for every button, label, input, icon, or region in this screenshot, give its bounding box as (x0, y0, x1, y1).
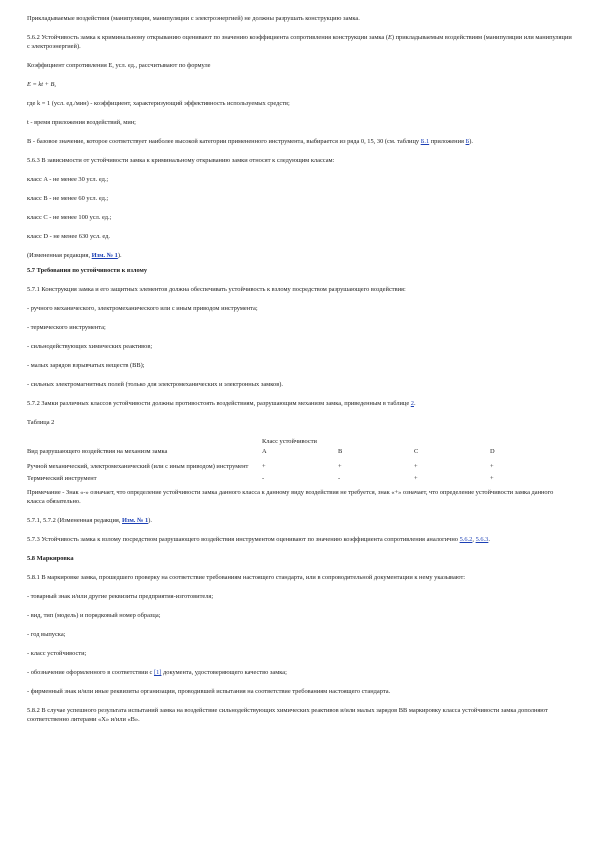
paragraph-5-8-1: 5.8.1 В маркировке замка, прошедшего проверку на соответствие требованиям настоящего стандарта, или в сопроводительной документации к нему указывают: (27, 574, 466, 581)
formula (27, 80, 572, 89)
table-group-header: Класс устойчивости (262, 438, 317, 445)
marking-trademark: - товарный знак и/или другие реквизиты предприятия-изготовителя; (27, 593, 214, 600)
class-a-item: класс A - не менее 30 усл. ед.; (27, 176, 109, 183)
text: 5.6.2 Устойчивость замка к криминальному открыванию оценивают по значению коэффициента сопротивления конструкции замка ( (27, 34, 388, 41)
paragraph-5-7-3 (27, 535, 572, 544)
paragraph-5-6-3: 5.6.3 В зависимости от устойчивости замка к криминальному открыванию замки относят к следующим классам: (27, 157, 335, 164)
table-row-label: Ручной механический, электромеханический (или с иным приводом) инструмент (27, 463, 249, 470)
table-row (27, 457, 572, 472)
table-cell: + (414, 463, 418, 470)
text: 5.7.2 Замки различных классов устойчивости должны противостоять воздействиям, разрушающим механизм замка, приведенным в таблице (27, 400, 411, 407)
table-header-class-c: C (414, 448, 419, 455)
table-cell: + (490, 463, 494, 470)
table-header-class-d: D (490, 448, 495, 455)
marking-lab: - фирменный знак и/или иные реквизиты организации, проводившей испытания на соответствие требованиям настоящего стандарта. (27, 688, 391, 695)
paragraph-5-8-2: 5.8.2 В случае успешного результата испытаний замка на воздействие сильнодействующих химических реактивов и/или малых зарядов ВВ маркировку класса устойчивости замка дополняют соответственно литерами «Х» и/или «В». (27, 707, 548, 723)
link-5-6-3[interactable]: 5.6.3 (475, 536, 489, 543)
heading-5-7: 5.7 Требования по устойчивости к взлому (27, 267, 148, 274)
paragraph-5-7-2 (27, 399, 572, 408)
text: ). (148, 517, 152, 524)
document-page (27, 14, 572, 724)
heading-5-8: 5.8 Маркировка (27, 555, 74, 562)
class-b-item: класс B - не менее 60 усл. ед.; (27, 195, 109, 202)
text: ) прикладываемым воздействиям (манипуляции или манипуляции с электроэнергией). (27, 34, 572, 50)
resistance-table (27, 437, 572, 484)
table-header-empty (27, 437, 262, 447)
text: - обозначение оформленного в соответствии с (27, 669, 154, 676)
class-d-item: класс D - не менее 630 усл. ед. (27, 233, 110, 240)
class-c-item: класс C - не менее 100 усл. ед.; (27, 214, 112, 221)
table-row (27, 472, 572, 484)
bullet-chemicals: - сильнодействующих химических реактивов; (27, 343, 153, 350)
table-group-header-row (27, 437, 572, 447)
text: , (472, 536, 476, 543)
amendment-note-1 (27, 251, 572, 260)
paragraph-5-7-1: 5.7.1 Конструкция замка и его защитных элементов должна обеспечивать устойчивость к взлому посредством разрушающего воздействия: (27, 286, 406, 293)
text: приложения (429, 138, 466, 145)
text: (Измененная редакция, (27, 252, 92, 259)
table-cell: + (414, 475, 418, 482)
text: ). (469, 138, 473, 145)
variable-e: E (387, 34, 392, 41)
table-cell: - (262, 475, 265, 482)
bullet-manual-tool: - ручного механического, электромеханического или с иным приводом инструмента; (27, 305, 258, 312)
paragraph-5-6-2 (27, 33, 572, 51)
bullet-em-fields: - сильных электромагнитных полей (только для электромеханических и электронных замков). (27, 381, 283, 388)
table-column-label: Вид разрушающего воздействия на механизм замка (27, 448, 168, 455)
table-cell: + (490, 475, 494, 482)
marking-year: - год выпуска; (27, 631, 66, 638)
table-cell: - (338, 475, 341, 482)
text: ). (117, 252, 122, 259)
link-appendix-b[interactable]: Б (465, 138, 470, 145)
marking-type-model: - вид, тип (модель) и порядковый номер образца; (27, 612, 161, 619)
link-reference-1[interactable]: [1] (153, 669, 162, 676)
table-row-label: Термический инструмент (27, 475, 97, 482)
formula-text: E = kt + B, (27, 81, 57, 88)
bullet-explosives: - малых зарядов взрывчатых веществ (ВВ); (27, 362, 145, 369)
table-header-class-b: B (338, 448, 343, 455)
table-cell: + (338, 463, 342, 470)
paragraph-intro: Прикладываемые воздействия (манипуляции, манипуляции с электроэнергией) не должны разрушать конструкцию замка. (27, 15, 360, 22)
paragraph-t: t - время приложения воздействий, мин; (27, 119, 136, 126)
text: 5.7.3 Устойчивость замка к взлому посредством разрушающего воздействия инструментом оценивают по значению коэффициента сопротивления аналогично (27, 536, 460, 543)
table-header-class-a: A (262, 448, 267, 455)
table-cell: + (262, 463, 266, 470)
text: . (413, 400, 416, 407)
marking-class: - класс устойчивости; (27, 650, 87, 657)
table-header-row (27, 447, 572, 457)
link-table-b1[interactable]: Б.1 (420, 138, 430, 145)
text: B - базовое значение, которое соответствует наиболее высокой категории примененного инструмента, выбирается из ряда 0, 15, 30 (см. таблицу (27, 138, 421, 145)
text: документа, удостоверяющего качество замка; (161, 669, 287, 676)
paragraph-b (27, 137, 572, 146)
paragraph-coefficient: Коэффициент сопротивления E, усл. ед., рассчитывают по формуле (27, 62, 211, 69)
link-amendment-1[interactable]: Изм. № 1 (91, 252, 118, 259)
table-note: Примечание - Знак «-» означает, что определение устойчивости замка данного класса к данному виду воздействия не требуется, знак «+» означает, что определение устойчивости замка данного класса обязательно. (27, 489, 554, 505)
amendment-note-2 (27, 516, 572, 525)
text: 5.7.1, 5.7.2 (Измененная редакция, (27, 517, 122, 524)
text: . (488, 536, 490, 543)
bullet-thermal-tool: - термического инструмента; (27, 324, 106, 331)
link-table-2[interactable]: 2 (410, 400, 414, 407)
link-amendment-1[interactable]: Изм. № 1 (122, 517, 149, 524)
link-5-6-2[interactable]: 5.6.2 (459, 536, 473, 543)
paragraph-where-k: где k = 1 (усл. ед./мин) - коэффициент, характеризующий эффективность используемых средств; (27, 100, 290, 107)
table-title: Таблица 2 (27, 419, 55, 426)
marking-document (27, 668, 572, 677)
